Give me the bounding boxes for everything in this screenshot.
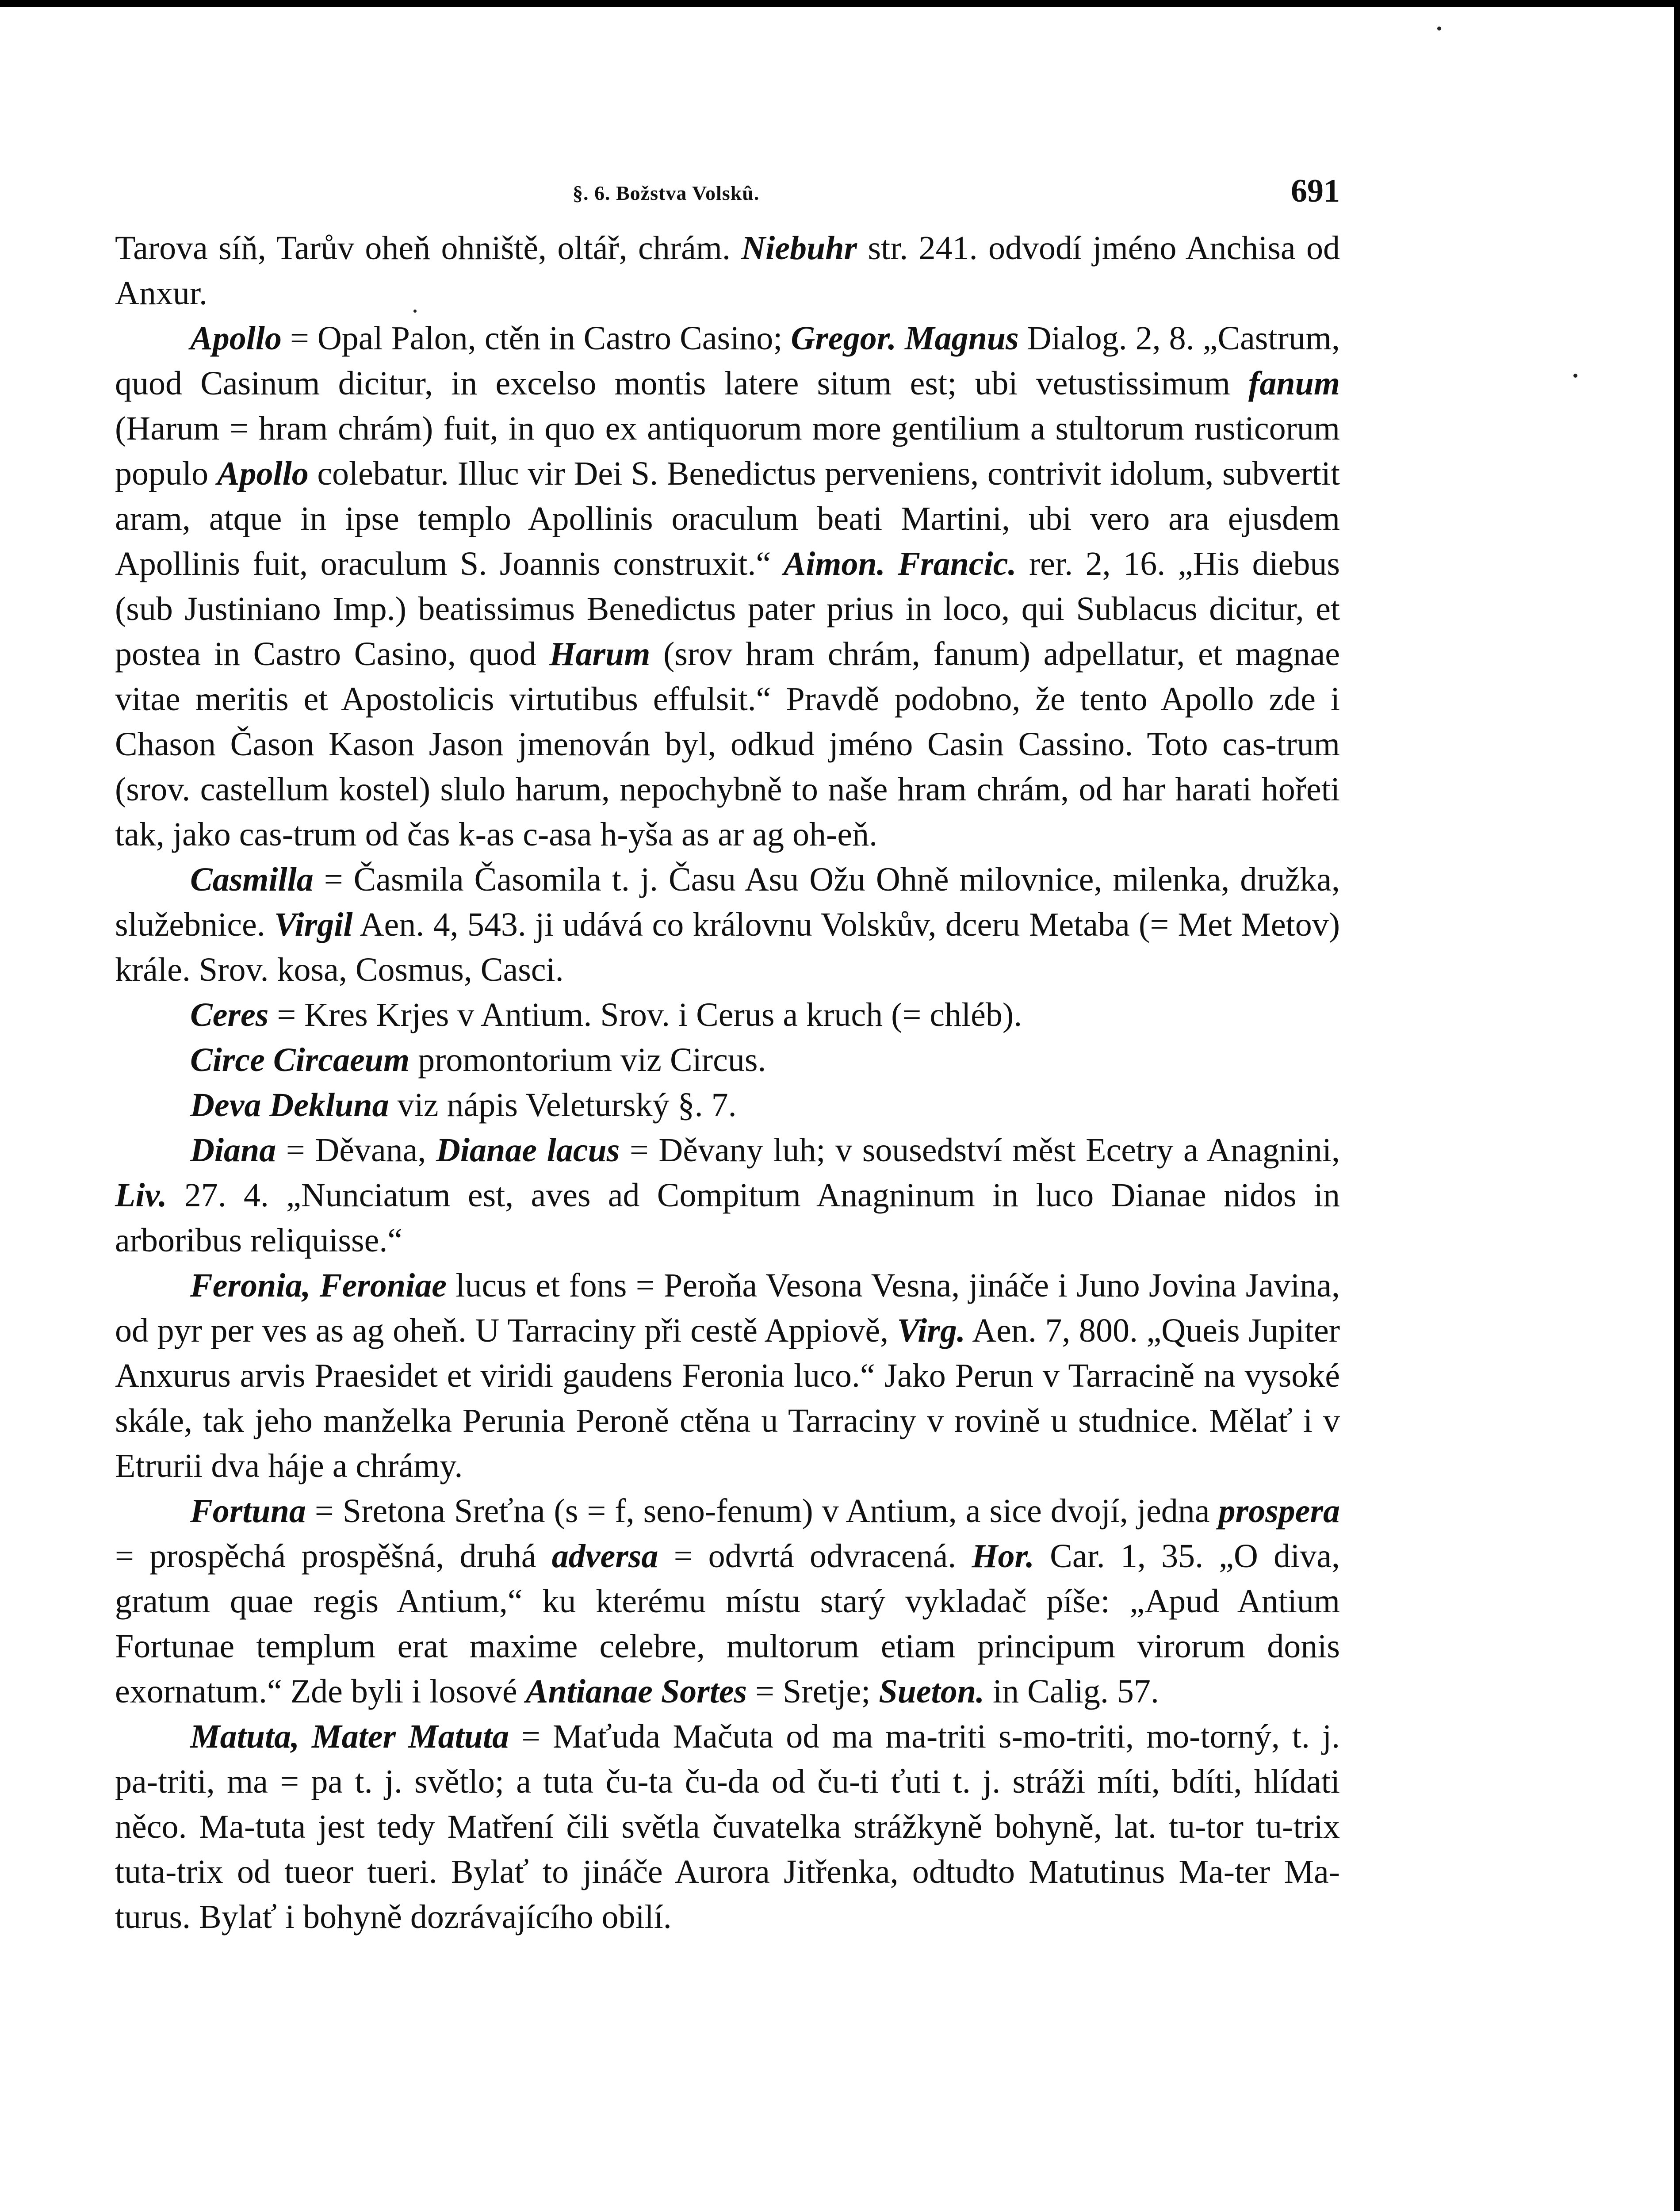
- italic-term: adversa: [551, 1538, 658, 1575]
- paragraph: [115, 1083, 1340, 1128]
- text-run: = odvrtá odvracená.: [658, 1538, 972, 1575]
- italic-term: Apollo: [190, 320, 282, 357]
- paragraph: [115, 992, 1340, 1037]
- text-run: Aen. 4, 543. ji udává co královnu Volskův, dceru Metaba (= Met Metov) krále. Srov. kosa, Cosmus, Casci.: [115, 906, 1340, 988]
- paragraph: [115, 1037, 1340, 1083]
- text-run: viz nápis Veleturský §. 7.: [389, 1086, 737, 1124]
- text-run: = Kres Krjes v Antium. Srov. i Cerus a kruch (= chléb).: [268, 996, 1022, 1033]
- text-run: 27. 4. „Nunciatum est, aves ad Compitum Anagninum in luco Dianae nidos in arboribus reliquisse.“: [115, 1177, 1340, 1259]
- page-number: 691: [1291, 173, 1340, 209]
- italic-term: Apollo: [217, 455, 309, 492]
- text-run: lucus et fons = Peroňa Vesona Vesna, jináče i Juno Jovina Javina, od pyr per ves as ag oheň. U Tarraciny při cestě Appiově,: [115, 1267, 1340, 1349]
- italic-term: Matuta, Mater Matuta: [190, 1718, 509, 1755]
- paragraph: [115, 1488, 1340, 1714]
- paragraph: [115, 226, 1340, 316]
- italic-term: Hor.: [972, 1538, 1034, 1575]
- scan-border-top: [0, 0, 1680, 7]
- italic-term: Sueton.: [879, 1673, 985, 1710]
- scan-speck: [1573, 374, 1577, 378]
- text-run: (Harum = hram chrám) fuit, in quo ex antiquorum more gentilium a stultorum rusticorum populo: [115, 410, 1340, 492]
- italic-term: Ceres: [190, 996, 269, 1033]
- text-run: = Sretona Sreťna (s = f, seno-fenum) v Antium, a sice dvojí, jedna: [306, 1492, 1219, 1530]
- text-run: Car. 1, 35. „O diva, gratum quae regis Antium,“ ku kterému místu starý vykladač píše: „Apud Antium Fortunae templum erat maxime celebre, multorum etiam principum virorum donis exornatum.“ Zde byli i losové: [115, 1538, 1340, 1710]
- italic-term: fanum: [1248, 365, 1340, 402]
- italic-term: Liv.: [115, 1177, 167, 1214]
- italic-term: Circe Circaeum: [190, 1041, 410, 1079]
- paragraph: [115, 1128, 1340, 1263]
- text-run: rer. 2, 16. „His diebus (sub Justiniano Imp.) beatissimus Benedictus pater prius in loco, qui Sublacus dicitur, et postea in Castro Casino, quod: [115, 545, 1340, 673]
- text-run: (srov hram chrám, fanum) adpellatur, et magnae vitae meritis et Apostolicis virtutibus effulsit.“ Pravdě podobno, že tento Apollo zde i Chason Čason Kason Jason jmenován byl, odkud jméno Casin Cassino. Toto cas-trum (srov. castellum kostel) slulo harum, nepochybně to naše hram chrám, od har harati hořeti tak, jako cas-trum od čas k-as c-asa h-yša as ar ag oh-eň.: [115, 635, 1340, 853]
- scan-border-right: [1674, 0, 1680, 2211]
- book-page: [115, 172, 1340, 1939]
- text-run: promontorium viz Circus.: [409, 1041, 766, 1079]
- italic-term: Diana: [190, 1132, 276, 1169]
- italic-term: prospera: [1218, 1492, 1340, 1530]
- italic-term: Gregor. Magnus: [791, 320, 1019, 357]
- text-run: = Časmila Časomila t. j. Času Asu Ožu Ohně milovnice, milenka, družka, služebnice.: [115, 861, 1340, 943]
- running-head: [115, 172, 1340, 226]
- text-run: str. 241. odvodí jméno Anchisa od Anxur.: [115, 230, 1340, 312]
- italic-term: Deva Dekluna: [190, 1086, 389, 1124]
- italic-term: Casmilla: [190, 861, 314, 898]
- italic-term: Fortuna: [190, 1492, 306, 1530]
- italic-term: Harum: [549, 635, 651, 673]
- text-run: in Calig. 57.: [984, 1673, 1159, 1710]
- italic-term: Feronia, Feroniae: [190, 1267, 447, 1304]
- text-run: = Sretje;: [747, 1673, 879, 1710]
- italic-term: Niebuhr: [741, 230, 857, 267]
- text-run: = Děvana,: [276, 1132, 436, 1169]
- italic-term: Aimon. Francic.: [783, 545, 1017, 582]
- italic-term: Dianae lacus: [436, 1132, 620, 1169]
- body-text: [115, 226, 1340, 1939]
- paragraph: [115, 1714, 1340, 1939]
- text-run: Aen. 7, 800. „Queis Jupiter Anxurus arvis Praesidet et viridi gaudens Feronia luco.“ Jako Perun v Tarracině na vysoké skále, tak jeho manželka Perunia Peroně ctěna u Tarraciny v rovině u studnice. Mělať i v Etrurii dva háje a chrámy.: [115, 1312, 1340, 1484]
- paragraph: [115, 316, 1340, 857]
- text-run: = Maťuda Mačuta od ma ma-triti s-mo-triti, mo-torný, t. j. pa-triti, ma = pa t. j. světlo; a tuta ču-ta ču-da od ču-ti ťuti t. j. stráži míti, bdíti, hlídati něco. Ma-tuta jest tedy Matření čili světla čuvatelka strážkyně bohyně, lat. tu-tor tu-trix tuta-trix od tueor tueri. Bylať to jináče Aurora Jitřenka, odtudto Matutinus Ma-ter Ma-turus. Bylať i bohyně dozrávajícího obilí.: [115, 1718, 1340, 1936]
- running-title: §. 6. Božstva Volskû.: [573, 182, 760, 204]
- italic-term: Virgil: [274, 906, 353, 943]
- paragraph: [115, 857, 1340, 992]
- scan-speck: [1437, 27, 1441, 31]
- text-run: colebatur. Illuc vir Dei S. Benedictus perveniens, contrivit idolum, subvertit aram, atque in ipse templo Apollinis oraculum beati Martini, ubi vero ara ejusdem Apollinis fuit, oraculum S. Joannis construxit.“: [115, 455, 1340, 582]
- text-run: Tarova síň, Tarův oheň ohniště, oltář, chrám.: [115, 230, 742, 267]
- text-run: = prospěchá prospěšná, druhá: [115, 1538, 552, 1575]
- text-run: = Opal Palon, ctěn in Castro Casino;: [281, 320, 791, 357]
- text-run: = Děvany luh; v sousedství měst Ecetry a Anagnini,: [620, 1132, 1340, 1169]
- paragraph: [115, 1263, 1340, 1488]
- italic-term: Antianae Sortes: [525, 1673, 747, 1710]
- text-run: Dialog. 2, 8. „Castrum, quod Casinum dicitur, in excelso montis latere situm est; ubi vetustissimum: [115, 320, 1340, 402]
- italic-term: Virg.: [897, 1312, 965, 1349]
